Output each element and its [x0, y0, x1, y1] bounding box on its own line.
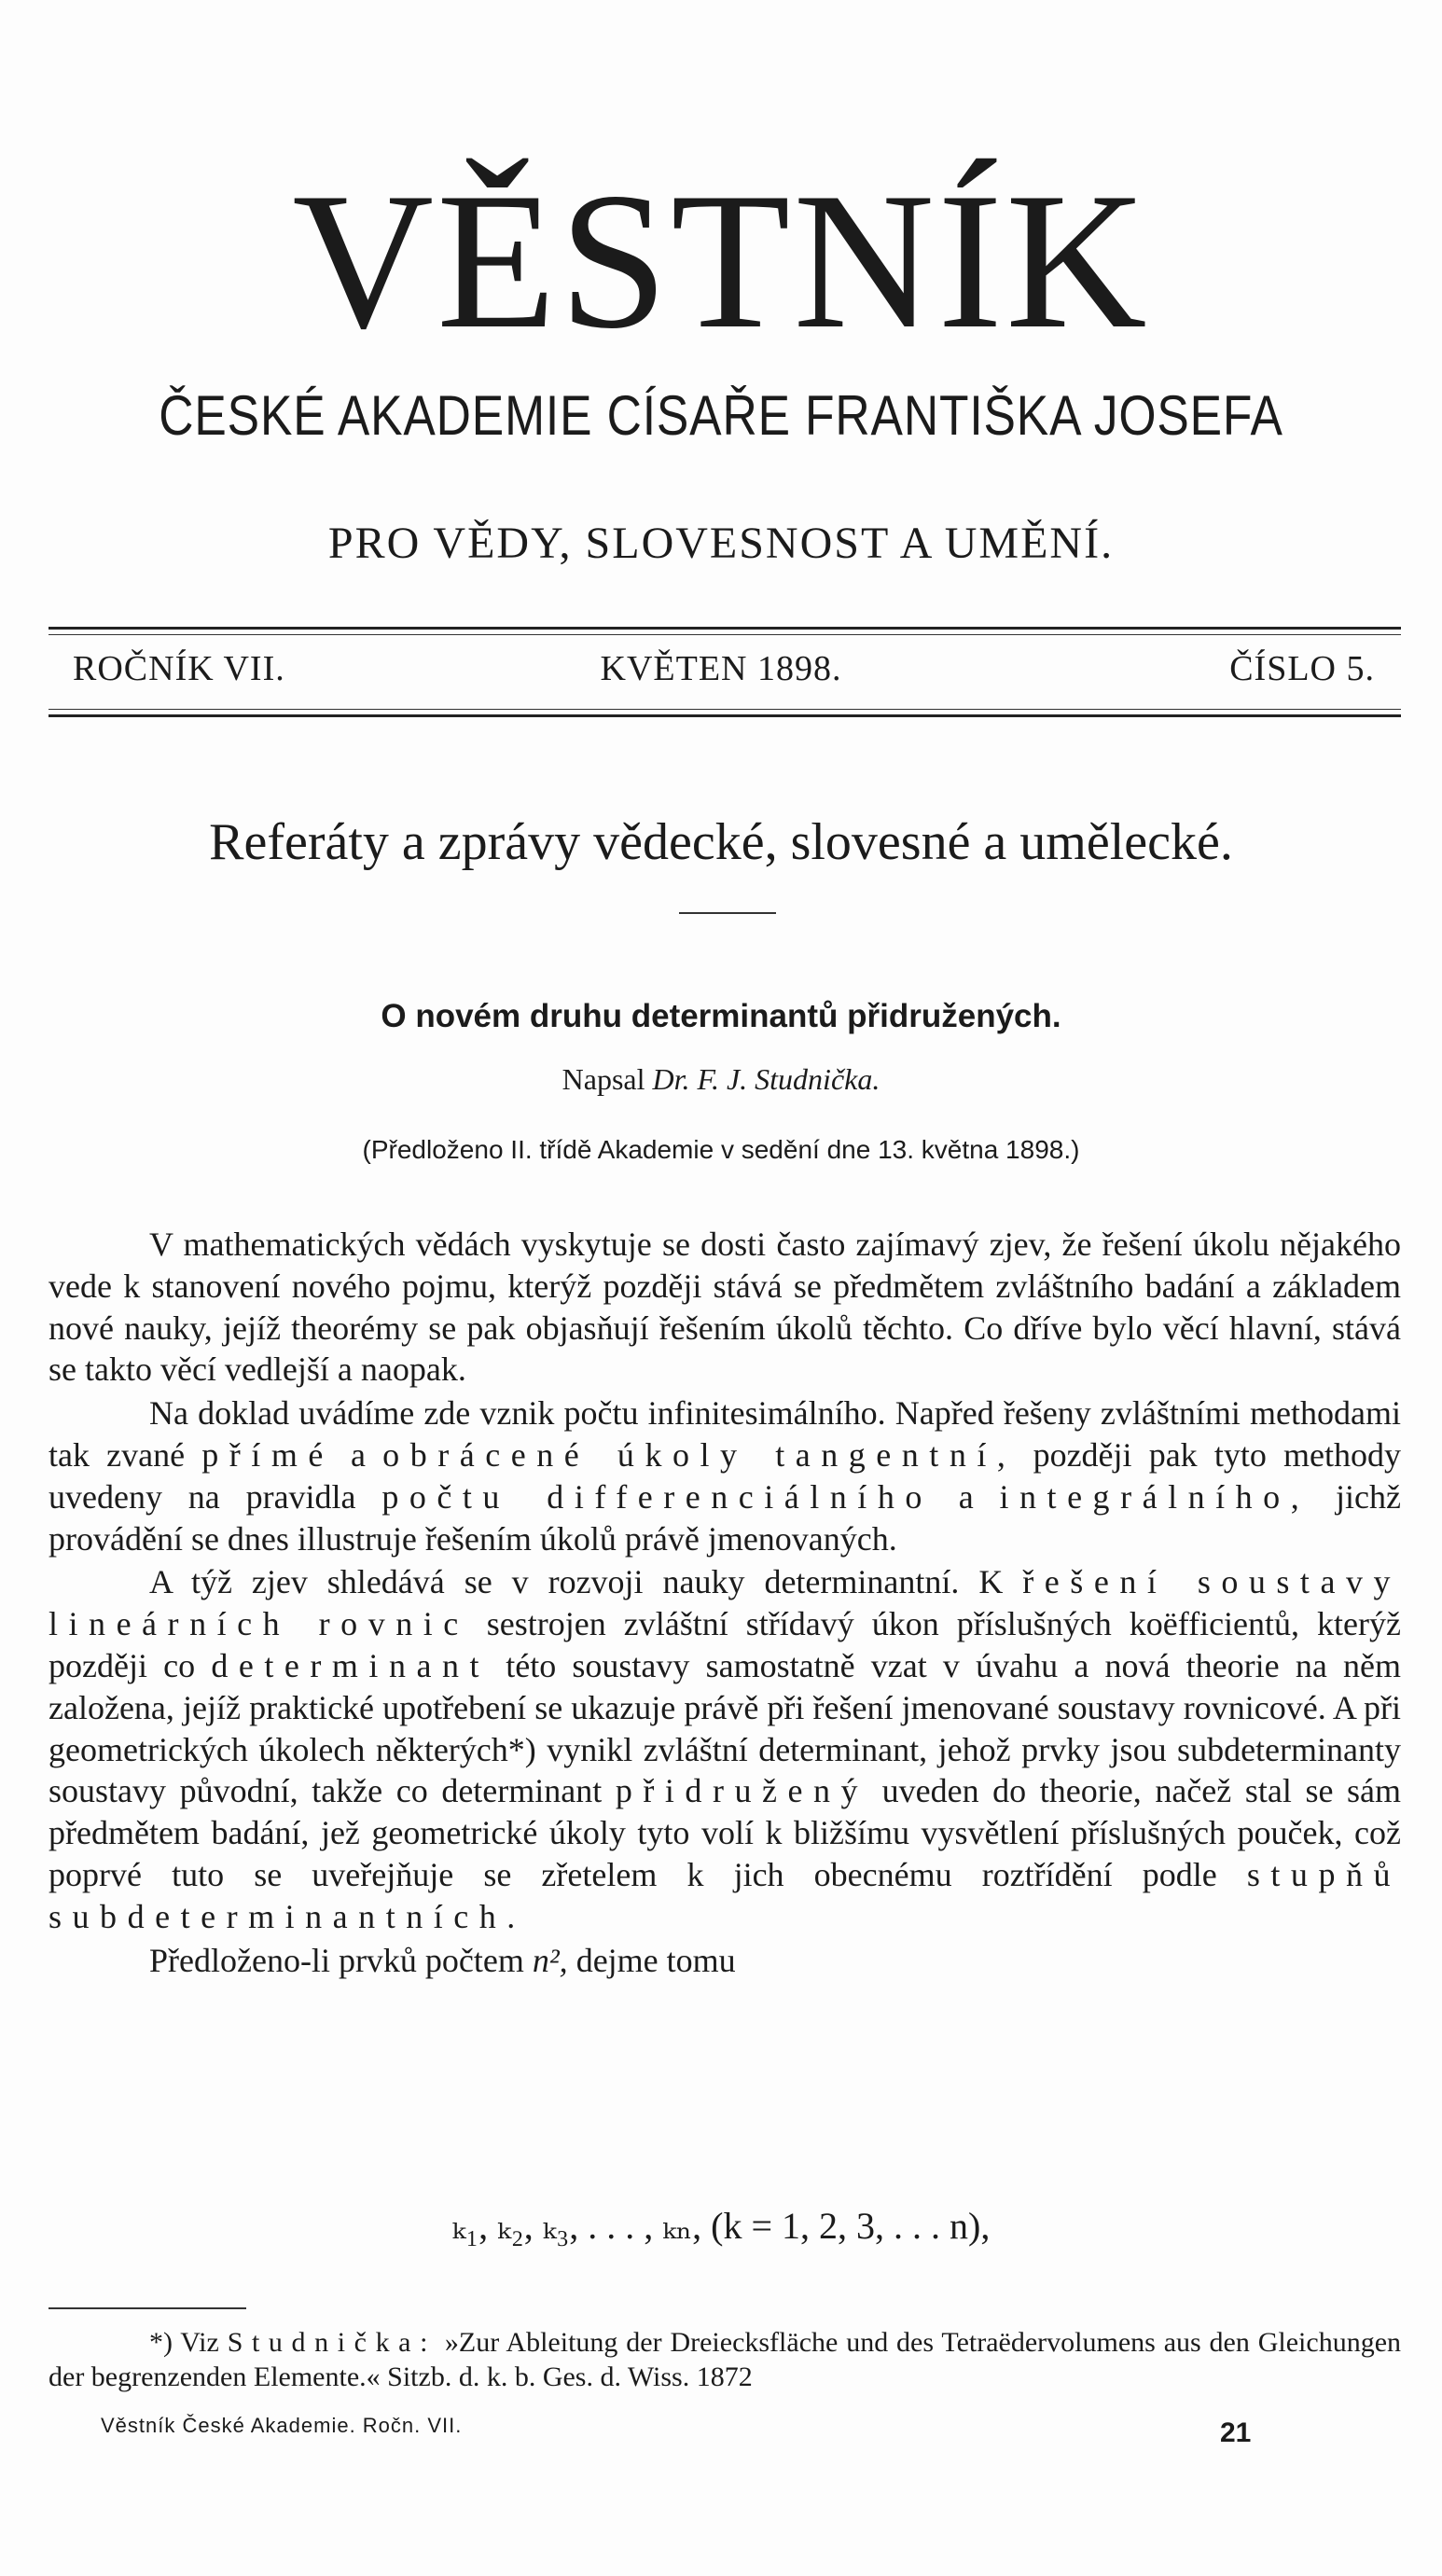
masthead-rule-bottom [49, 709, 1401, 717]
formula: ₖ₁, ₖ₂, ₖ₃, . . . , ₖₙ, (k = 1, 2, 3, . . . n), [451, 2205, 991, 2247]
page-number: 21 [1220, 2417, 1252, 2448]
footnote-rule [49, 2307, 246, 2309]
article-author [0, 1064, 1442, 1094]
author-name: Dr. F. J. Studnička. [652, 1062, 880, 1096]
section-heading: Referáty a zprávy vědecké, slovesné a umělecké. [209, 813, 1233, 871]
article-body [49, 1224, 1401, 1983]
issue-number: ČÍSLO 5. [1229, 649, 1375, 688]
article-title: O novém druhu determinantů přidružených. [381, 998, 1061, 1034]
issue-date: KVĚTEN 1898. [600, 649, 842, 688]
author-prefix: Napsal [562, 1062, 645, 1096]
section-divider [679, 912, 776, 914]
issue-volume: ROČNÍK VII. [73, 649, 285, 688]
footnote: *) Viz Studnička: »Zur Ableitung der Dreiecksfläche und des Tetraëdervolumens aus den Gleichungen der begrenzenden Elemente.« Sitzb. d. k. b. Ges. d. Wiss. 1872 [49, 2327, 1402, 2392]
paragraph-4: Předloženo-li prvků počtem n², dejme tomu [149, 1941, 736, 1979]
masthead-subtitle: ČESKÉ AKADEMIE CÍSAŘE FRANTIŠKA JOSEFA [159, 384, 1283, 447]
paragraph-1: V mathematických vědách vyskytuje se dosti často zajímavý zjev, že řešení úkolu nějakého vede k stanovení nového pojmu, kterýž později stává se předmětem zvláštního badání a základem nové nauky, jejíž theorémy se pak objasňují řešením úkolů těchto. Co dříve bylo věcí hlavní, stává se takto věcí vedlejší a naopak. [49, 1226, 1401, 1389]
presented-note: (Předloženo II. třídě Akademie v sedění dne 13. května 1898.) [362, 1135, 1080, 1164]
masthead-title: VĚSTNÍK [292, 153, 1150, 369]
paragraph-2: Na doklad uvádíme zde vznik počtu infinitesimálního. Napřed řešeny zvláštními methodami tak zvané přímé a obrácené úkoly tangentní, později pak tyto methody uvedeny na pravidla počtu differenciálního a integrálního, jichž provádění se dnes illustruje řešením úkolů právě jmenovaných. [49, 1394, 1402, 1558]
masthead-tagline: PRO VĚDY, SLOVESNOST A UMĚNÍ. [327, 519, 1115, 568]
masthead-rule-top [49, 627, 1401, 635]
running-footer: Věstník České Akademie. Ročn. VII. [101, 2414, 463, 2437]
paragraph-3: A týž zjev shledává se v rozvoji nauky determinantní. K řešení soustavy lineárních rovnic sestrojen zvláštní střídavý úkon příslušných koëfficientů, kterýž později co determinant této soustavy samostatně vzat v úvahu a nová theorie na něm založena, jejíž praktické upotřebení se ukazuje právě při řešení jmenované soustavy rovnicové. A při geometrických úkolech některých*) vynikl zvláštní determinant, jehož prvky jsou subdeterminanty soustavy původní, takže co determinant přidružený uveden do theorie, načež stal se sám předmětem badání, jež geometrické úkoly tyto volí k bližšímu vysvětlení příslušných pouček, což poprvé tuto se uveřejňuje se zřetelem k jich obecnému roztřídění podle stupňů subdeterminantních. [49, 1563, 1402, 1935]
